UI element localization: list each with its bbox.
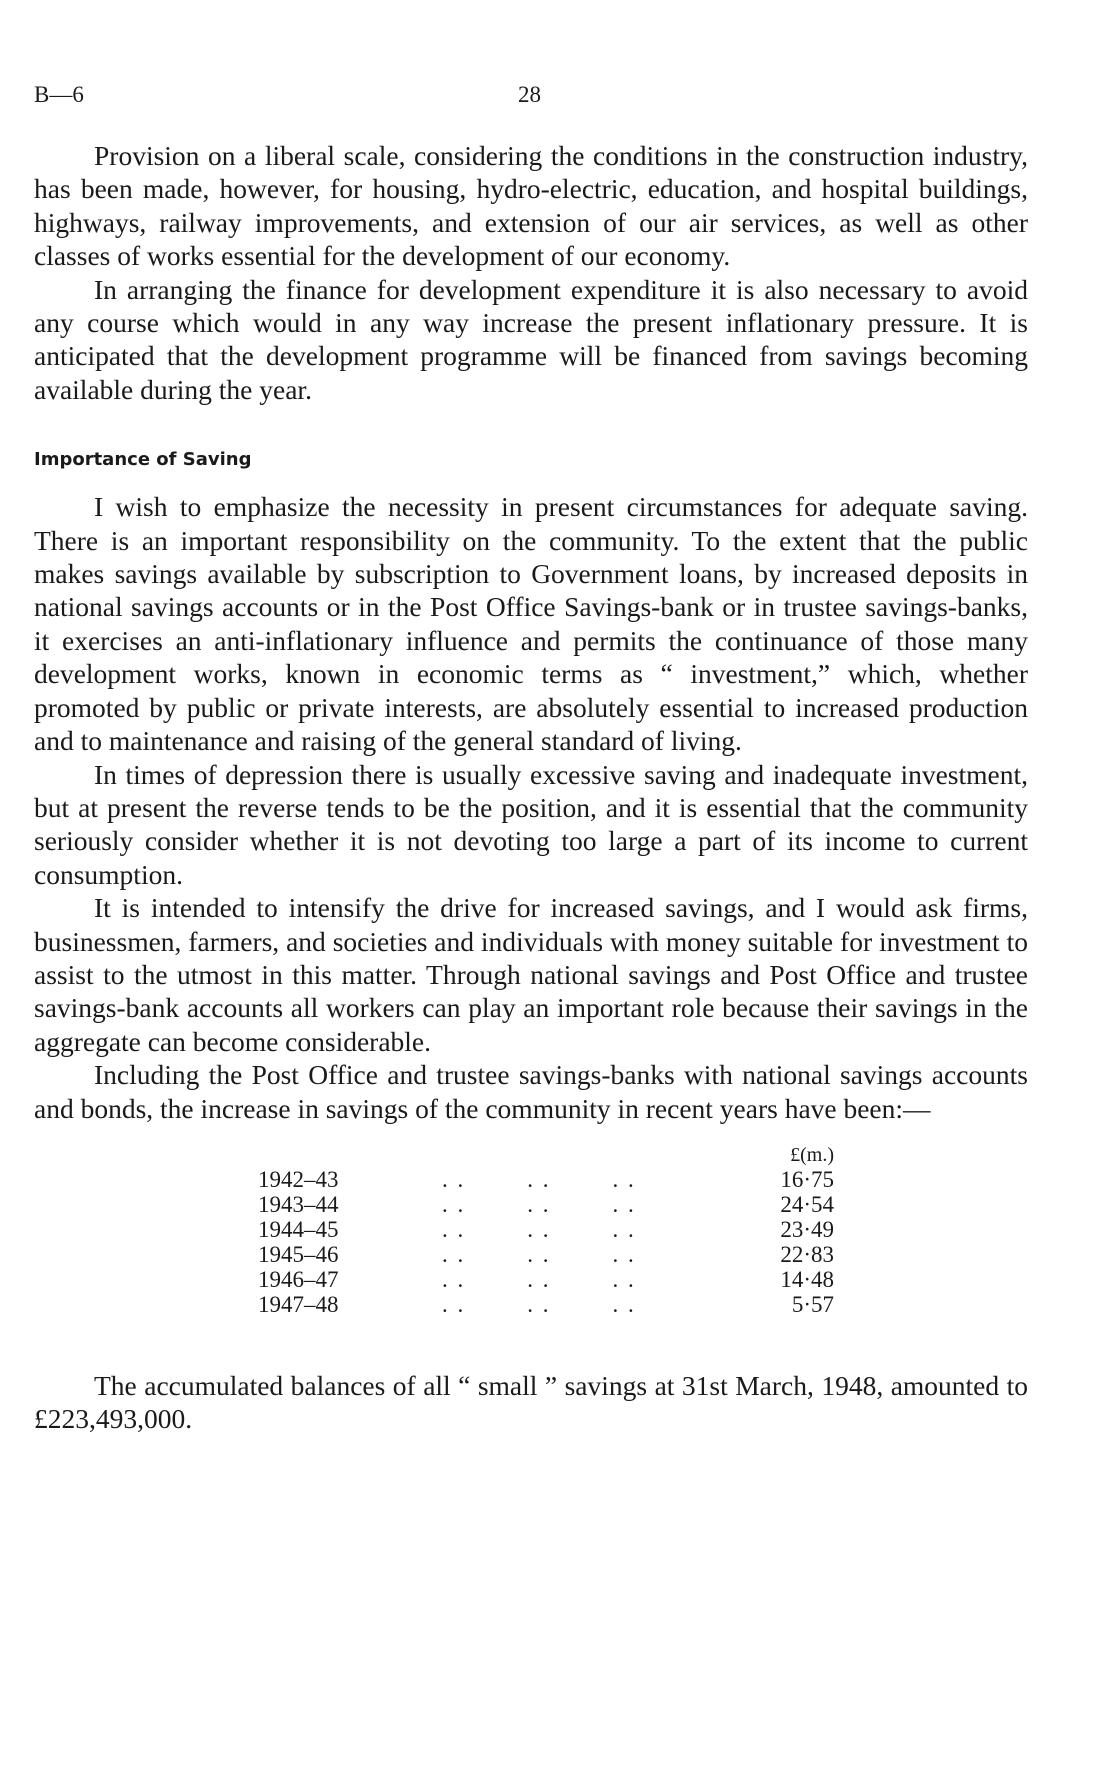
year-cell: 1945–46: [258, 1241, 339, 1267]
table-row: [34, 1217, 1028, 1242]
table-row: [34, 1267, 1028, 1292]
table-unit-row: [34, 1143, 1028, 1167]
year-cell: 1944–45: [258, 1216, 339, 1242]
dot-leader: . . . . . .: [442, 1166, 636, 1192]
value-cell: 23·49: [780, 1216, 834, 1242]
page-number: 28: [518, 82, 541, 107]
paragraph-depression: In times of depression there is usually excessive saving and inadequate investment, but at present the reverse tends to be the position, and it is essential that the community seriously consider whether it is not devoting too large a part of its income to current consumption.: [34, 758, 1028, 890]
table-row: [34, 1292, 1028, 1317]
paragraph-finance: In arranging the finance for development expenditure it is also necessary to avoid any course which would in any way increase the present inflationary pressure. It is anticipated that the development programme will be financed from savings becoming available during the year.: [34, 273, 1028, 405]
paragraph-provision: Provision on a liberal scale, considering the conditions in the construction industry, has been made, however, for housing, hydro-electric, education, and hospital buildings, highways, railway improvements, and extension of our air services, as well as other classes of works essential for the development of our economy.: [34, 140, 1028, 272]
dot-leader: . . . . . .: [442, 1266, 636, 1292]
year-cell: 1943–44: [258, 1191, 339, 1217]
value-cell: 14·48: [780, 1266, 834, 1292]
table-row: [34, 1192, 1028, 1217]
dot-leader: . . . . . .: [442, 1191, 636, 1217]
savings-table: [34, 1143, 1028, 1317]
document-reference: B—6: [34, 82, 84, 107]
body-text: [34, 139, 1028, 1436]
value-cell: 24·54: [780, 1191, 834, 1217]
table-row: [34, 1167, 1028, 1192]
year-cell: 1947–48: [258, 1291, 339, 1317]
unit-label: £(m.): [790, 1143, 834, 1166]
dot-leader: . . . . . .: [442, 1216, 636, 1242]
value-cell: 16·75: [780, 1166, 834, 1192]
dot-leader: . . . . . .: [442, 1291, 636, 1317]
dot-leader: . . . . . .: [442, 1241, 636, 1267]
page-header: [34, 82, 1034, 112]
paragraph-saving-necessity: I wish to emphasize the necessity in present circumstances for adequate saving. There is an important responsibility on the community. To the extent that the public makes savings available by subscription to Government loans, by increased deposits in national savings accounts or in the Post Office Savings-bank or in trustee savings-banks, it exercises an anti-inflationary influence and permits the continuance of those many development works, known in economic terms as “ investment,” which, whether promoted by public or private interests, are absolutely essential to increased production and to maintenance and raising of the general standard of living.: [34, 491, 1028, 757]
value-cell: 5·57: [791, 1291, 834, 1317]
paragraph-accumulated-balances: The accumulated balances of all “ small ” savings at 31st March, 1948, amounted to £223,493,000.: [34, 1369, 1028, 1435]
year-cell: 1946–47: [258, 1266, 339, 1292]
year-cell: 1942–43: [258, 1166, 339, 1192]
paragraph-drive: It is intended to intensify the drive for increased savings, and I would ask firms, businessmen, farmers, and societies and individuals with money suitable for investment to assist to the utmost in this matter. Through national savings and Post Office and trustee savings-bank accounts all workers can play an important role because their savings in the aggregate can become considerable.: [34, 892, 1028, 1057]
section-heading: Importance of Saving: [34, 449, 252, 471]
value-cell: 22·83: [780, 1241, 834, 1267]
paragraph-increase: Including the Post Office and trustee savings-banks with national savings accounts and bonds, the increase in savings of the community in recent years have been:—: [34, 1059, 1028, 1124]
table-row: [34, 1242, 1028, 1267]
